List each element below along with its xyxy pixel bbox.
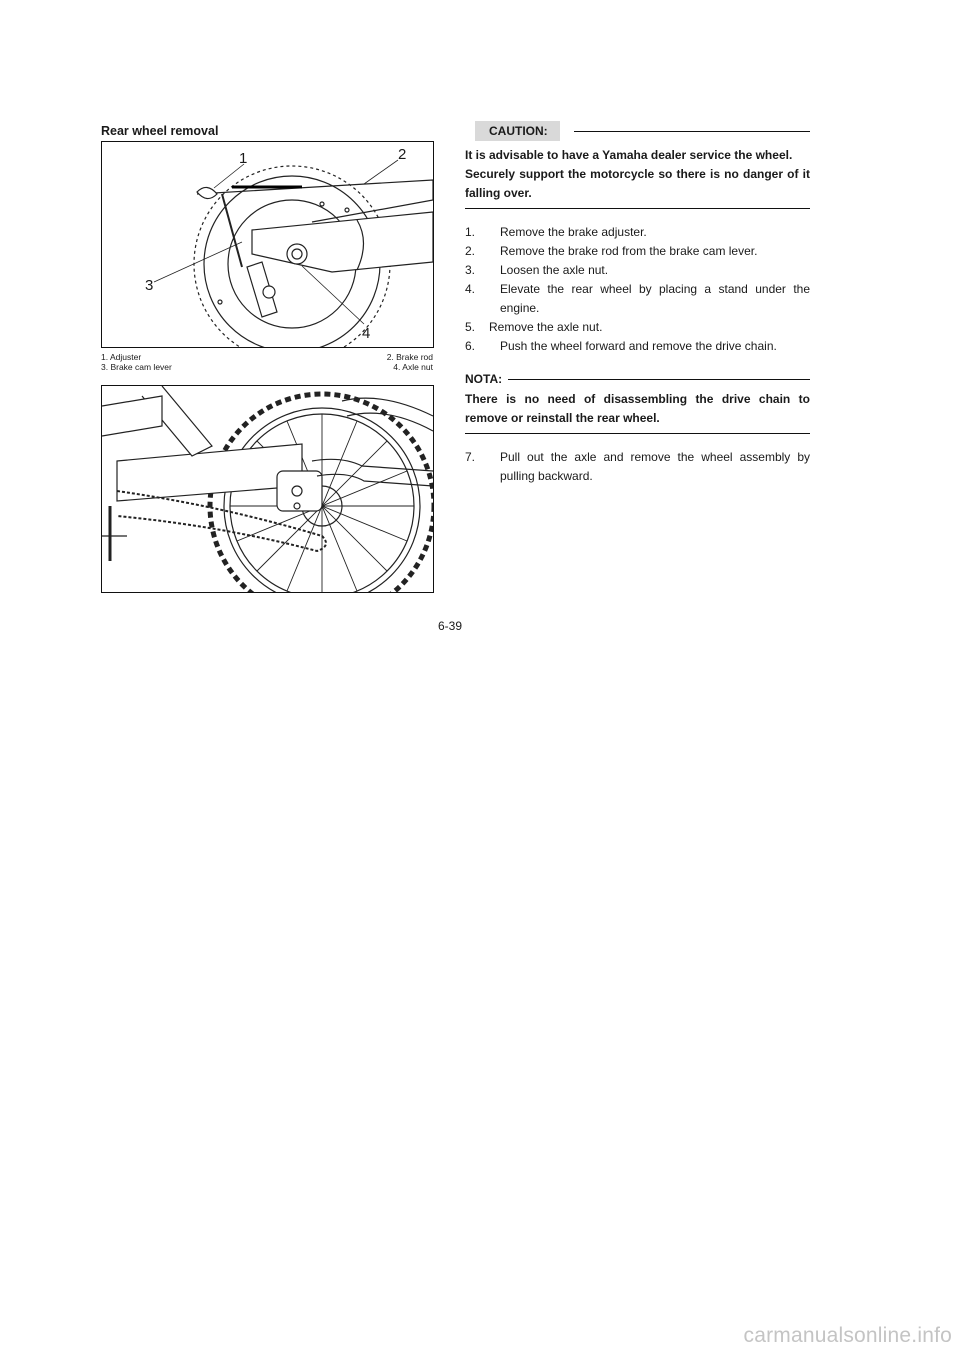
nota-rule [508,379,810,380]
list-item: 4. Elevate the rear wheel by placing a stand under the engine. [465,282,810,315]
nota-label: NOTA: [465,372,503,386]
caution-label: CAUTION: [475,121,560,141]
wheel-removal-figure [101,385,434,593]
page-number: 6-39 [438,619,463,633]
figure-captions [101,352,433,372]
list-item: 7. Pull out the axle and remove the wheel assembly by pulling backward. [465,450,810,483]
caution-text-1: It is advisable to have a Yamaha dealer service the wheel. [465,148,793,162]
nota-text: There is no need of disassembling the drive chain to remove or reinstall the rear wheel. [465,392,810,425]
list-item: 1. Remove the brake adjuster. [465,225,647,239]
list-item: 2. Remove the brake rod from the brake cam lever. [465,244,758,258]
callout-1: 1 [239,150,248,167]
caution-bottom-rule [465,208,810,209]
callout-2: 2 [398,146,407,163]
right-column [465,120,810,486]
brake-assembly-illustration [102,142,433,347]
nota-bottom-rule [465,433,810,434]
caution-rule [574,131,810,132]
section-heading: Rear wheel removal [101,124,219,138]
brake-assembly-figure [101,141,434,348]
list-item: 6. Push the wheel forward and remove the drive chain. [465,339,777,353]
watermark: carmanualsonline.info [743,1324,952,1347]
wheel-removal-illustration [102,386,433,592]
nota-header [465,368,810,390]
caption-brake-rod: 2. Brake rod [386,352,433,362]
callout-4: 4 [362,325,371,342]
callout-3: 3 [145,277,154,294]
caption-adjuster: 1. Adjuster [101,352,142,362]
caution-header [465,120,810,142]
steps-list-continued [465,448,810,486]
list-item: 5. Remove the axle nut. [465,320,603,334]
steps-list [465,223,810,356]
caption-brake-cam-lever: 3. Brake cam lever [101,362,172,372]
list-item: 3. Loosen the axle nut. [465,263,609,277]
caption-axle-nut: 4. Axle nut [393,362,433,372]
caution-text-2: Securely support the motorcycle so there is no danger of it falling over. [465,167,810,200]
